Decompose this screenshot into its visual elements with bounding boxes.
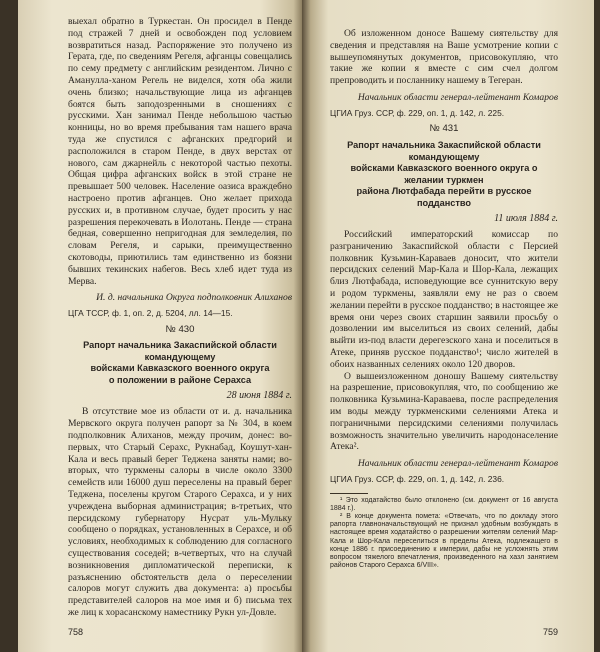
- paragraph-text: Российский императорский комиссар по разграничению Закаспийской области с Персией полковник Кузьмин-Караваев доносит, что жители персидских селений Мар-Кала и Шор-Кала, лежащих близ Лютфабада, исповедующие все суннитскую веру и родом туркмены, заявляли ему не раз о своем желании перейти в русское подданство; в настоящее же время они через своих старшин заявили просьбу о дозволении им выселиться из своих селений, дабы выйти из-под власти дерегезского хана и поселиться в Атеке, приняв русское подданство¹; число жителей в обоих названных селениях около 120 дворов.: [330, 229, 558, 370]
- title-line: района Лютфабада перейти в русское подданство: [356, 186, 532, 208]
- footnote-divider: [330, 493, 368, 494]
- document-title: [68, 340, 292, 386]
- page-number: 759: [542, 626, 558, 637]
- document-title: [330, 140, 558, 209]
- footnote: ¹ Это ходатайство было отклонено (см. документ от 16 августа 1884 г.).: [330, 496, 558, 512]
- paragraph-text: В отсутствие мое из области от и. д. начальника Мервского округа получен рапорт за № 304, в коем подполковник Алиханов, между прочим, донес: во-первых, что Старый Серахс, Рукнабад, Коушут-хан-Кала и весь правый берег Теджена заняты нами; во-вторых, что туркмены салоры в числе около 3300 семейств или 16000 душ переселены на правый берег Теджена, поселены кругом Старого Серахса, и у них учреждена выборная администрация; в-третьих, что персидскому губернатору Нусрат уль-Мульку сообщено о порядках, установленных в Серахсе, и об условиях, необходимых к соблюдению для согласного существования соседей; в-четвертых, что на случай возникновения дипломатической переписки, к разъяснению обстоятельств дела о переселении салоров могут служить два документа: а) просьбы представителей салоров на мое имя и б) письма тех же лиц к хорасанскому наместнику Рукн ул-Довле.: [68, 406, 292, 618]
- body-paragraph: [68, 406, 292, 618]
- signature: Начальник области генерал-лейтенант Комаров: [357, 458, 558, 470]
- paragraph-text: О вышеизложенном доношу Вашему сиятельству на разрешение, присовокупляя, что, по сообщению же полковника Кузьмина-Караваева, после распределения им воды между туркменскими селениями Атека и пограничными персидскими селениями получилась возможность значительно увеличить народонаселение Атека².: [330, 370, 558, 453]
- footnote: ² В конце документа помета: «Отвечать, что по докладу этого рапорта главноначальствующий не признал удобным возбуждать в настоящее время ходатайство о разрешении жителям селений Мар-Кала и Шор-Кала переселиться в пределы Атека, подлежащего в конце 1886 г. присоединению к империи, дабы не усложнять этим вопросом тяжелого впечатления, произведенного на хазл занятием районов Старого Серахса 6/VIII».: [330, 512, 558, 570]
- archive-source: ЦГИА Груз. ССР, ф. 229, оп. 1, д. 142, л. 236.: [330, 474, 505, 485]
- title-line: Рапорт начальника Закаспийской области командующему: [83, 340, 277, 362]
- body-paragraph: [330, 229, 558, 453]
- archive-source: ЦГА ТССР, ф. 1, оп. 2, д. 5204, лл. 14—15.: [68, 308, 233, 319]
- continuation-paragraph: [68, 16, 292, 287]
- title-line: о положении в районе Серахса: [108, 374, 252, 385]
- document-number: № 431: [429, 123, 459, 135]
- left-page: [18, 0, 302, 652]
- continuation-paragraph: [330, 28, 558, 87]
- title-line: войсками Кавказского военного округа о желании туркмен: [350, 163, 538, 185]
- title-line: Рапорт начальника Закаспийской области командующему: [347, 140, 541, 162]
- title-line: войсками Кавказского военного округа: [90, 363, 270, 374]
- archive-source: ЦГИА Груз. ССР, ф. 229, оп. 1, д. 142, л. 225.: [330, 107, 505, 118]
- footnotes: [330, 497, 558, 571]
- document-number: № 430: [165, 323, 195, 335]
- page-number: 758: [68, 626, 84, 637]
- document-date: 11 июля 1884 г.: [494, 213, 558, 225]
- paragraph-text: выехал обратно в Туркестан. Он просидел в Пенде под стражей 7 дней и освобожден под условием возвратиться назад. Распоряжение это получено из Герата, где, по сведениям Регеля, афганцы совещались по сему предмету с английским резидентом. Лично с Аманулла-ханом Регель не виделся, хотя оба жили очень близко; начальствующие лица из афганцев боятся быть заподозренными в сношениях с русскими. Хан занимал Пенде небольшою частью конницы, но во время пребывания там нашего врача туда же спустился с афганских предгорий и расположился в старом Пенде, в двух верстах от нового, сам джарнейль с некоторой частью пехоты. Общая цифра афганских войск в этой стране не превышает 500 человек. Население оазиса враждебно настроено против афганцев. Оно желает прихода русских и, в противном случае, будет просить у нас разрешения перекочевать в Иолотань. Пенде — страна бедная, совершенно непригодная для земледелия, по словам Регеля, и сарыки, преимущественно скотоводы, приютились там единственно из боязни бывших текинских набегов. Весь хлеб идет туда из Мерва.: [68, 16, 292, 287]
- paragraph-text: Об изложенном доносе Вашему сиятельству для сведения и представляя на Ваше усмотрение копии с вышеупомянутых документов, присовокупляю, что такие же копии я вместе с сим счел долгом препроводить и посланнику нашему в Тегеран.: [330, 28, 558, 87]
- document-date: 28 июня 1884 г.: [226, 390, 292, 402]
- signature: И. д. начальника Округа подполковник Алиханов: [96, 292, 292, 304]
- signature: Начальник области генерал-лейтенант Комаров: [357, 91, 558, 103]
- right-page: [302, 0, 594, 652]
